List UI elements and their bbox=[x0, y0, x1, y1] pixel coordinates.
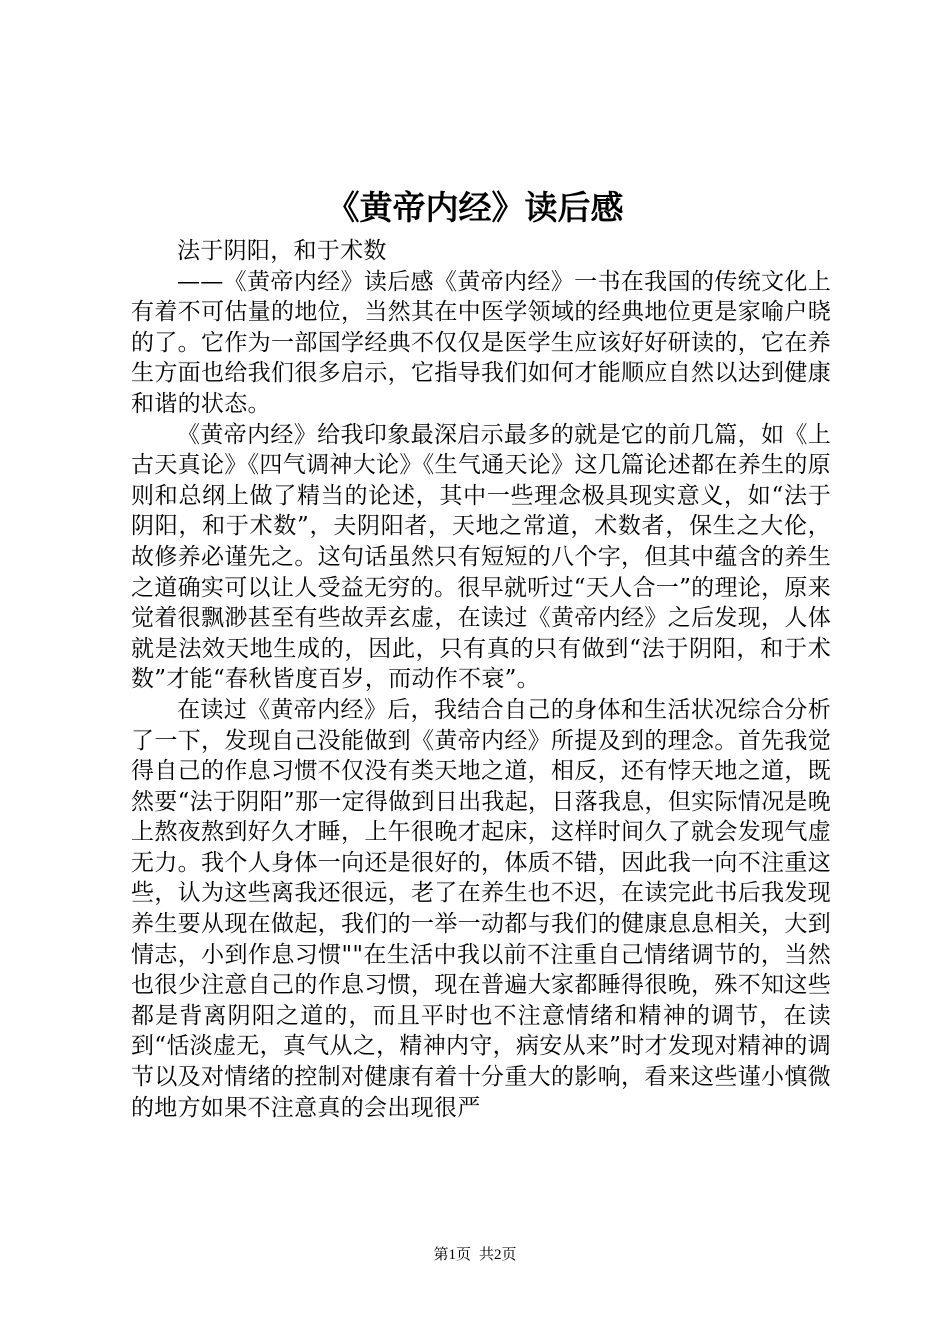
page-footer bbox=[0, 1245, 950, 1265]
page-total: 共2页 bbox=[479, 1247, 517, 1263]
document-title: 《黄帝内经》读后感 bbox=[326, 188, 624, 227]
paragraph-impression: 《黄帝内经》给我印象最深启示最多的就是它的前几篇，如《上古天真论》《四气调神大论》《生气通天论》这几篇论述都在养生的原则和总纲上做了精当的论述，其中一些理念极具现实意义，如“法于阴阳，和于术数”，夫阴阳者，天地之常道，术数者，保生之大伦，故修养必谨先之。这句话虽然只有短短的八个字，但其中蕴含的养生之道确实可以让人受益无穷的。很早就听过“天人合一”的理论，原来觉着很飘渺甚至有些故弄玄虚，在读过《黄帝内经》之后发现，人体就是法效天地生成的，因此，只有真的只有做到“法于阴阳，和于术数”才能“春秋皆度百岁，而动作不衰”。 bbox=[131, 421, 831, 693]
document-body bbox=[131, 236, 831, 1123]
paragraph-intro: ——《黄帝内经》读后感《黄帝内经》一书在我国的传统文化上有着不可估量的地位，当然其在中医学领域的经典地位更是家喻户晓的了。它作为一部国学经典不仅仅是医学生应该好好研读的，它在养生方面也给我们很多启示，它指导我们如何才能顺应自然以达到健康和谐的状态。 bbox=[131, 268, 831, 417]
paragraph-reflection: 在读过《黄帝内经》后，我结合自己的身体和生活状况综合分析了一下，发现自己没能做到《黄帝内经》所提及到的理念。首先我觉得自己的作息习惯不仅没有类天地之道，相反，还有悖天地之道，既然要“法于阴阳”那一定得做到日出我起，日落我息，但实际情况是晚上熬夜熬到好久才睡，上午很晚才起床，这样时间久了就会发现气虚无力。我个人身体一向还是很好的，体质不错，因此我一向不注重这些，认为这些离我还很远，老了在养生也不迟，在读完此书后我发现养生要从现在做起，我们的一举一动都与我们的健康息息相关，大到情志，小到作息习惯""在生活中我以前不注重自己情绪调节的，当然也很少注意自己的作息习惯，现在普遍大家都睡得很晚，殊不知这些都是背离阴阳之道的，而且平时也不注意情绪和精神的调节，在读到“恬淡虚无，真气从之，精神内守，病安从来”时才发现对精神的调节以及对情绪的控制对健康有着十分重大的影响，看来这些谨小慎微的地方如果不注意真的会出现很严 bbox=[131, 696, 831, 1121]
page-number: 第1页 bbox=[433, 1247, 471, 1263]
paragraph-subtitle: 法于阴阳，和于术数 bbox=[177, 238, 387, 264]
